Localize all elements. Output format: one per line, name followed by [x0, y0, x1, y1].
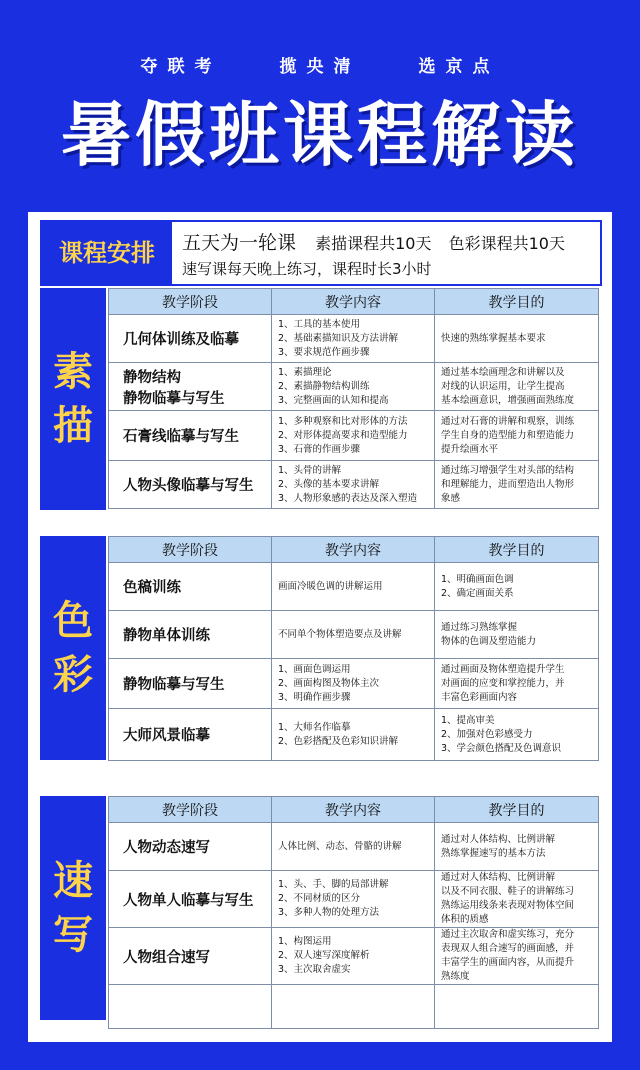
stage-text: 人物头像临摹与写生 — [123, 478, 254, 494]
schedule-sketch-note: 速写课每天晚上练习，课程时长3小时 — [182, 260, 432, 278]
goal-line: 1、提高审美 — [441, 714, 495, 726]
goal-line: 以及不同衣服、鞋子的讲解练习 — [441, 886, 575, 897]
goal-line: 熟练运用线条来表现对物体空间 — [441, 900, 575, 911]
content-cell — [272, 985, 435, 1029]
table-row — [109, 659, 599, 709]
stage-cell — [109, 709, 272, 761]
stage-cell — [109, 871, 272, 928]
stage-cell — [109, 411, 272, 461]
schedule-box — [40, 220, 602, 286]
content-line: 3、完整画面的认知和提高 — [278, 394, 389, 406]
goal-cell — [435, 363, 599, 411]
content-line: 1、头、手、脚的局部讲解 — [278, 879, 389, 890]
section-label-char: 彩 — [53, 652, 93, 698]
stage-cell — [109, 461, 272, 509]
stage-cell — [109, 928, 272, 985]
content-line: 1、画面色调运用 — [278, 663, 351, 675]
course-card — [28, 212, 612, 1042]
course-table — [108, 796, 599, 1029]
stage-text: 人物组合速写 — [123, 949, 210, 966]
goal-line: 丰富学生的画面内容，从而提升 — [441, 957, 575, 968]
content-line: 3、人物形象感的表达及深入塑造 — [278, 492, 418, 504]
goal-line: 熟练掌握速写的基本方法 — [441, 847, 546, 859]
page-title: 暑假班课程解读 — [61, 94, 579, 176]
goal-line: 体积的质感 — [441, 914, 489, 925]
goal-line: 物体的色调及塑造能力 — [441, 635, 537, 647]
goal-cell — [435, 411, 599, 461]
content-line: 人体比例、动态、骨骼的讲解 — [278, 840, 402, 852]
goal-line: 通过练习熟练掌握 — [441, 621, 518, 633]
section-quick-sketch — [40, 796, 600, 1020]
content-cell — [272, 411, 435, 461]
content-cell — [272, 563, 435, 611]
content-cell — [272, 659, 435, 709]
content-line: 2、基础素描知识及方法讲解 — [278, 332, 399, 344]
section-label-char: 色 — [53, 598, 93, 644]
stage-text: 静物结构 — [123, 369, 181, 386]
table-header: 教学内容 — [272, 289, 435, 315]
stage-cell — [109, 611, 272, 659]
goal-line: 1、明确画面色调 — [441, 573, 514, 585]
table-row — [109, 871, 599, 928]
section-label — [40, 536, 106, 760]
schedule-badge: 课程安排 — [42, 222, 172, 284]
stage-text: 静物临摹与写生 — [123, 677, 225, 693]
stage-cell — [109, 563, 272, 611]
stage-text: 色稿训练 — [123, 580, 181, 596]
goal-line: 快速的熟练掌握基本要求 — [441, 332, 546, 344]
stage-text: 石膏线临摹与写生 — [123, 429, 239, 445]
table-header: 教学阶段 — [109, 537, 272, 563]
table-row — [109, 315, 599, 363]
stage-text: 人物单人临摹与写生 — [123, 892, 254, 909]
goal-line: 表现双人组合速写的画面感，并 — [441, 943, 575, 954]
content-line: 1、素描理论 — [278, 366, 332, 378]
schedule-color-total: 色彩课程共10天 — [448, 234, 565, 253]
content-line: 1、大师名作临摹 — [278, 721, 351, 733]
goal-cell — [435, 985, 599, 1029]
goal-line: 熟练度 — [441, 971, 470, 982]
goal-line: 通过对石膏的讲解和观察，训练 — [441, 415, 575, 427]
goal-line: 和理解能力，进而塑造出人物形 — [441, 478, 575, 490]
content-line: 3、要求规范作画步骤 — [278, 346, 370, 358]
goal-line: 2、加强对色彩感受力 — [441, 728, 533, 740]
content-line: 画面冷暖色调的讲解运用 — [278, 580, 383, 592]
content-line: 2、双人速写深度解析 — [278, 950, 370, 961]
section-label — [40, 288, 106, 510]
content-line: 1、多种观察和比对形体的方法 — [278, 415, 408, 427]
content-line: 3、多种人物的处理方法 — [278, 907, 380, 918]
tagline-item: 揽央清 — [279, 57, 361, 77]
content-cell — [272, 823, 435, 871]
goal-cell — [435, 823, 599, 871]
table-header: 教学目的 — [435, 537, 599, 563]
stage-text: 静物临摹与写生 — [123, 390, 225, 407]
tagline — [0, 52, 640, 77]
section-label-char: 描 — [53, 403, 93, 449]
table-header: 教学内容 — [272, 797, 435, 823]
table-header: 教学阶段 — [109, 289, 272, 315]
goal-cell — [435, 315, 599, 363]
content-cell — [272, 461, 435, 509]
section-label-char: 素 — [53, 349, 93, 395]
table-row — [109, 823, 599, 871]
goal-line: 通过对人体结构、比例讲解 — [441, 833, 556, 845]
stage-text: 大师风景临摹 — [123, 728, 210, 744]
goal-cell — [435, 709, 599, 761]
table-row — [109, 709, 599, 761]
table-row — [109, 461, 599, 509]
goal-line: 对线的认识运用，让学生提高 — [441, 380, 565, 392]
goal-cell — [435, 871, 599, 928]
table-header: 教学目的 — [435, 289, 599, 315]
table-row — [109, 928, 599, 985]
table-header: 教学内容 — [272, 537, 435, 563]
section-label — [40, 796, 106, 1020]
section-label-char: 写 — [53, 912, 93, 958]
table-row — [109, 411, 599, 461]
content-line: 2、画面构图及物体主次 — [278, 677, 380, 689]
course-table — [108, 288, 599, 509]
section-label-char: 速 — [53, 858, 93, 904]
content-cell — [272, 611, 435, 659]
table-header: 教学阶段 — [109, 797, 272, 823]
stage-cell — [109, 823, 272, 871]
content-line: 2、头像的基本要求讲解 — [278, 478, 380, 490]
goal-line: 2、确定画面关系 — [441, 587, 514, 599]
goal-line: 学生自身的造型能力和塑造能力 — [441, 429, 575, 441]
content-line: 1、头骨的讲解 — [278, 464, 342, 476]
goal-cell — [435, 563, 599, 611]
goal-line: 通过主次取舍和虚实练习，充分 — [441, 929, 575, 940]
schedule-summary — [182, 228, 565, 255]
section-sketch — [40, 288, 600, 510]
goal-line: 通过画面及物体塑造提升学生 — [441, 663, 565, 675]
stage-cell — [109, 985, 272, 1029]
goal-line: 通过基本绘画理念和讲解以及 — [441, 366, 565, 378]
content-cell — [272, 709, 435, 761]
goal-line: 提升绘画水平 — [441, 443, 499, 455]
content-cell — [272, 315, 435, 363]
content-line: 2、素描静物结构训练 — [278, 380, 370, 392]
course-table — [108, 536, 599, 761]
tagline-item: 选京点 — [418, 57, 500, 77]
stage-text: 静物单体训练 — [123, 628, 210, 644]
goal-line: 丰富色彩画面内容 — [441, 691, 518, 703]
section-color — [40, 536, 600, 760]
table-header: 教学目的 — [435, 797, 599, 823]
stage-cell — [109, 659, 272, 709]
goal-line: 通过练习增强学生对头部的结构 — [441, 464, 575, 476]
stage-cell — [109, 315, 272, 363]
schedule-sketch-total: 素描课程共10天 — [315, 234, 432, 253]
table-row — [109, 563, 599, 611]
table-row — [109, 985, 599, 1029]
content-cell — [272, 871, 435, 928]
stage-cell — [109, 363, 272, 411]
content-line: 不同单个物体塑造要点及讲解 — [278, 628, 402, 640]
content-line: 1、工具的基本使用 — [278, 318, 361, 330]
content-line: 1、构图运用 — [278, 936, 332, 947]
goal-line: 3、学会颜色搭配及色调意识 — [441, 742, 562, 754]
goal-cell — [435, 659, 599, 709]
content-line: 3、石膏的作画步骤 — [278, 443, 361, 455]
content-cell — [272, 363, 435, 411]
schedule-cycle: 五天为一轮课 — [182, 232, 297, 254]
goal-cell — [435, 611, 599, 659]
table-row — [109, 611, 599, 659]
goal-line: 通过对人体结构、比例讲解 — [441, 872, 556, 883]
content-line: 2、色彩搭配及色彩知识讲解 — [278, 735, 399, 747]
table-row — [109, 363, 599, 411]
content-line: 3、明确作画步骤 — [278, 691, 351, 703]
goal-cell — [435, 928, 599, 985]
goal-line: 基本绘画意识，增强画面熟练度 — [441, 394, 575, 406]
content-cell — [272, 928, 435, 985]
content-line: 3、主次取舍虚实 — [278, 964, 351, 975]
content-line: 2、不同材质的区分 — [278, 893, 361, 904]
goal-line: 象感 — [441, 492, 461, 504]
goal-line: 对画面的应变和掌控能力，并 — [441, 677, 565, 689]
tagline-item: 夺联考 — [140, 57, 222, 77]
goal-cell — [435, 461, 599, 509]
stage-text: 几何体训练及临摹 — [123, 332, 239, 348]
stage-text: 人物动态速写 — [123, 840, 210, 856]
content-line: 2、对形体提高要求和造型能力 — [278, 429, 408, 441]
